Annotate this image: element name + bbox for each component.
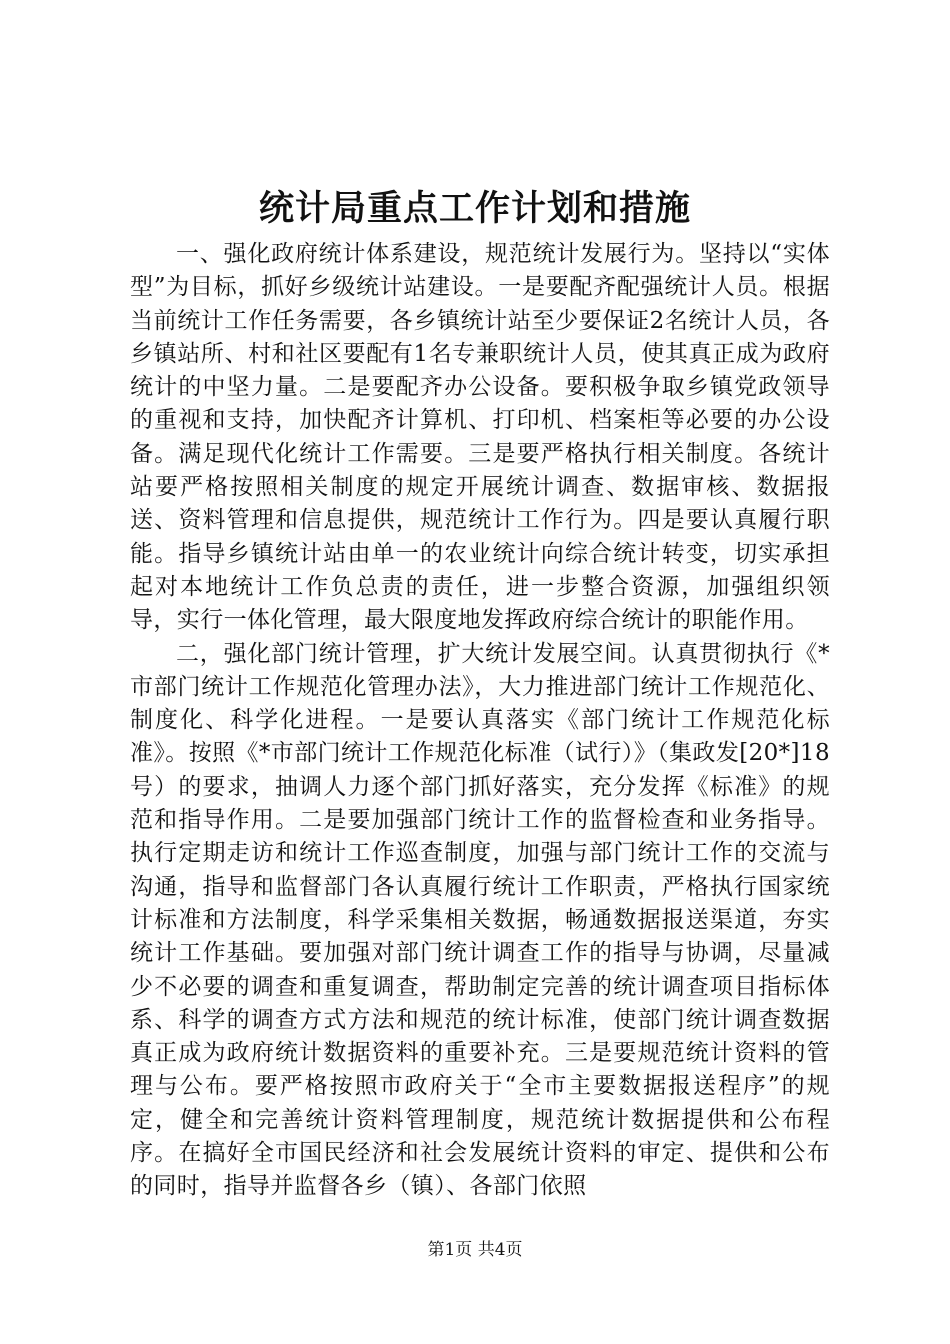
document-body xyxy=(130,238,830,1204)
page-footer: 第1页 共4页 xyxy=(427,1240,523,1260)
document-title: 统计局重点工作计划和措施 xyxy=(258,188,691,229)
paragraph-1: 一、强化政府统计体系建设，规范统计发展行为。坚持以“实体型”为目标，抓好乡级统计站建设。一是要配齐配强统计人员。根据当前统计工作任务需要，各乡镇统计站至少要保证2名统计人员，各乡镇站所、村和社区要配有1名专兼职统计人员，使其真正成为政府统计的中坚力量。二是要配齐办公设备。要积极争取乡镇党政领导的重视和支持，加快配齐计算机、打印机、档案柜等必要的办公设备。满足现代化统计工作需要。三是要严格执行相关制度。各统计站要严格按照相关制度的规定开展统计调查、数据审核、数据报送、资料管理和信息提供，规范统计工作行为。四是要认真履行职能。指导乡镇统计站由单一的农业统计向综合统计转变，切实承担起对本地统计工作负总责的责任，进一步整合资源，加强组织领导，实行一体化管理，最大限度地发挥政府综合统计的职能作用。 xyxy=(130,241,830,634)
paragraph-2: 二，强化部门统计管理，扩大统计发展空间。认真贯彻执行《*市部门统计工作规范化管理办法》，大力推进部门统计工作规范化、制度化、科学化进程。一是要认真落实《部门统计工作规范化标准》。按照《*市部门统计工作规范化标准（试行）》（集政发[20*]18号）的要求，抽调人力逐个部门抓好落实，充分发挥《标准》的规范和指导作用。二是要加强部门统计工作的监督检查和业务指导。执行定期走访和统计工作巡查制度，加强与部门统计工作的交流与沟通，指导和监督部门各认真履行统计工作职责，严格执行国家统计标准和方法制度，科学采集相关数据，畅通数据报送渠道，夯实统计工作基础。要加强对部门统计调查工作的指导与协调，尽量减少不必要的调查和重复调查，帮助制定完善的统计调查项目指标体系、科学的调查方式方法和规范的统计标准，使部门统计调查数据真正成为政府统计数据资料的重要补充。三是要规范统计资料的管理与公布。要严格按照市政府关于“全市主要数据报送程序”的规定，健全和完善统计资料管理制度，规范统计数据提供和公布程序。在搞好全市国民经济和社会发展统计资料的审定、提供和公布的同时，指导并监督各乡（镇）、各部门依照 xyxy=(130,640,830,1200)
